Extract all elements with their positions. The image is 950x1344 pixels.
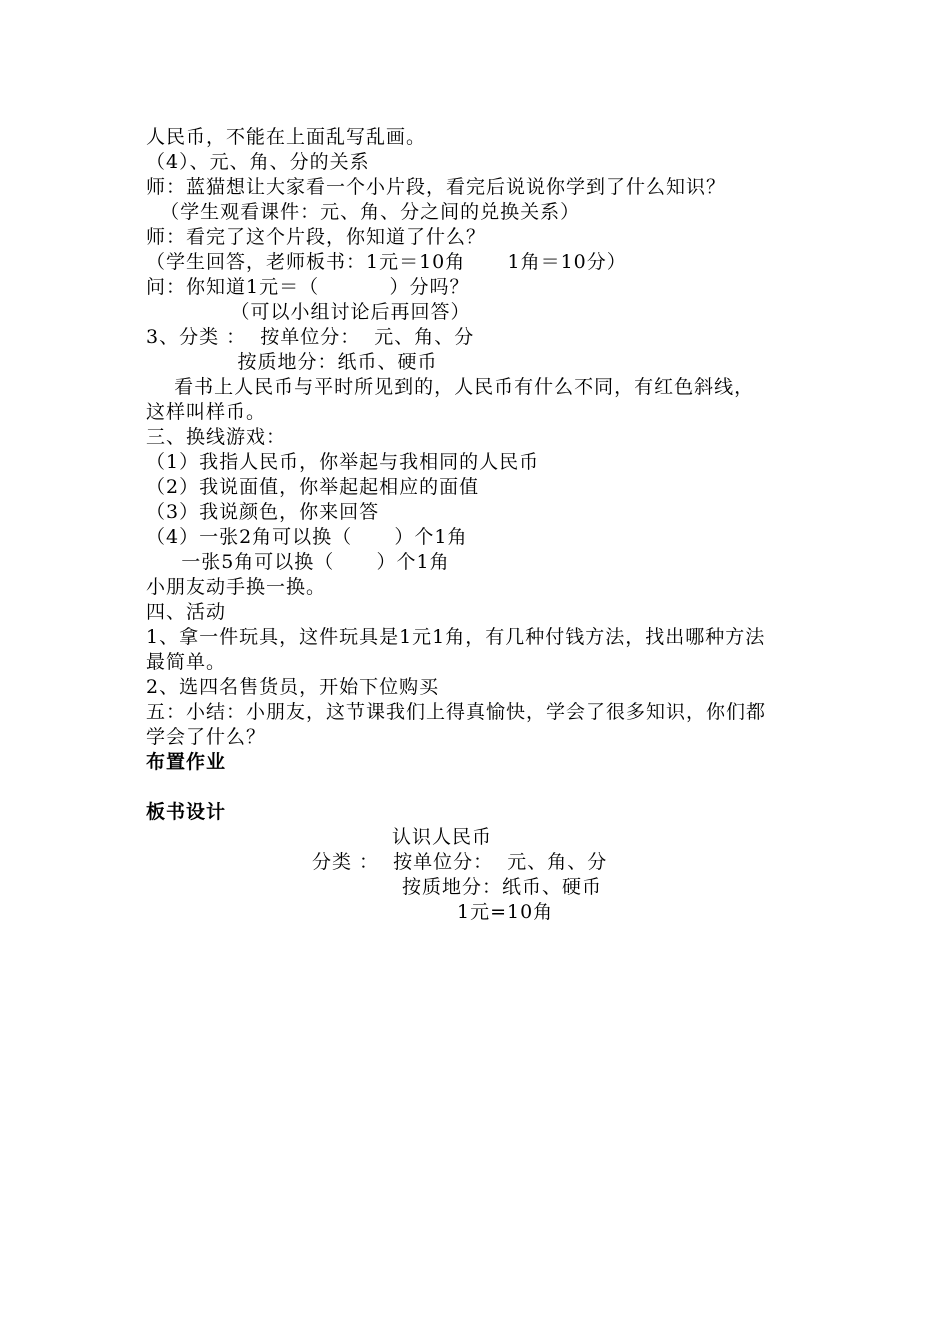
text-line: 人民币，不能在上面乱写乱画。 [146,126,427,148]
section-heading: 三、换线游戏： [146,426,287,448]
text-line: 一张5角可以换（ ）个1角 [146,551,450,573]
text-line: 这样叫样币。 [146,401,267,423]
text-line: 看书上人民币与平时所见到的，人民币有什么不同，有红色斜线， [146,376,755,398]
text-line: 师：蓝猫想让大家看一个小片段，看完后说说你学到了什么知识？ [146,176,727,198]
text-line: 最简单。 [146,651,227,673]
text-line: 师：看完了这个片段，你知道了什么？ [146,226,487,248]
text-line: 五：小结：小朋友，这节课我们上得真愉快，学会了很多知识，你们都 [146,701,767,723]
board-design-heading: 板书设计 [146,801,227,823]
text-line: （2）我说面值，你举起起相应的面值 [146,476,480,498]
text-line: 小朋友动手换一换。 [146,576,327,598]
text-line: （3）我说颜色，你来回答 [146,501,380,523]
text-line: 2、选四名售货员，开始下位购买 [146,676,440,698]
text-line: （学生观看课件：元、角、分之间的兑换关系） [146,201,581,223]
text-line: （学生回答，老师板书：1元＝10角 1角＝10分） [146,251,627,273]
board-classification-unit: 分类 ： 按单位分： 元、角、分 [312,851,608,873]
board-classification-material: 按质地分：纸币、硬币 [402,876,603,898]
text-line: （4）一张2角可以换（ ）个1角 [146,526,468,548]
text-line: 3、分类 ： 按单位分： 元、角、分 [146,326,475,348]
board-title: 认识人民币 [392,826,493,848]
text-line: （可以小组讨论后再回答） [146,301,471,323]
text-line: （4）、元、角、分的关系 [146,151,370,173]
text-line: 问：你知道1元＝（ ）分吗？ [146,276,470,298]
section-heading: 四、活动 [146,601,227,623]
text-line: （1）我指人民币，你举起与我相同的人民币 [146,451,540,473]
text-line: 1、拿一件玩具，这件玩具是1元1角，有几种付钱方法，找出哪种方法 [146,626,766,648]
text-line: 按质地分：纸币、硬币 [146,351,438,373]
board-conversion: 1元=10角 [457,901,554,923]
homework-heading: 布置作业 [146,751,227,773]
text-line: 学会了什么？ [146,726,267,748]
